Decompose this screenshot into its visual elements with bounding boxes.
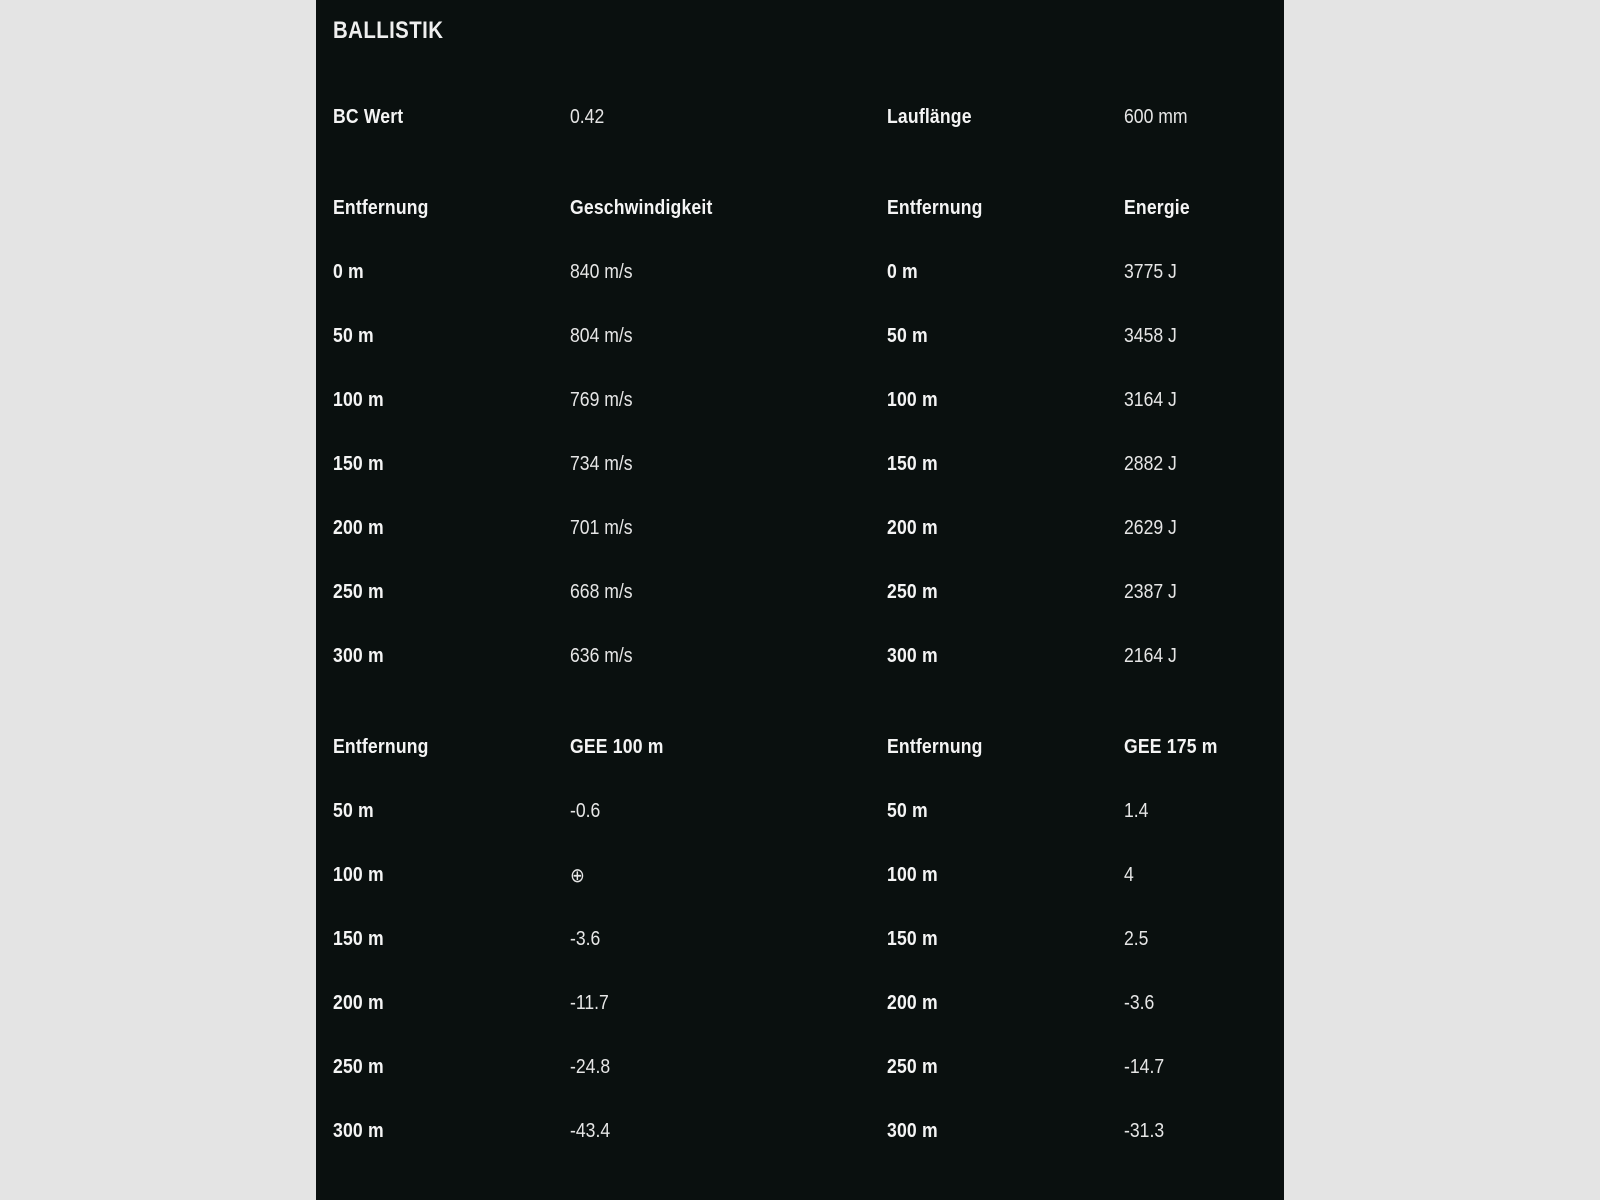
value-cell: -31.3 [1124,1119,1165,1142]
distance-cell: 100 m [887,388,938,411]
distance-cell: 300 m [333,644,384,667]
value-cell: -3.6 [1124,991,1155,1014]
table-header-row [316,715,1284,779]
value-cell: 734 m/s [570,452,633,475]
distance-cell: 50 m [333,799,374,822]
column-header: Entfernung [333,735,429,758]
bc-wert-label: BC Wert [333,105,404,128]
value-cell: 769 m/s [570,388,633,411]
value-cell: -43.4 [570,1119,611,1142]
panel-title: BALLISTIK [333,17,444,44]
data-table [316,715,1284,1163]
table-row [316,843,1284,907]
table-header-row [316,176,1284,240]
distance-cell: 100 m [333,863,384,886]
distance-cell: 150 m [333,452,384,475]
ballistics-panel [316,0,1284,1200]
table-row [316,779,1284,843]
table-row [316,971,1284,1035]
distance-cell: 150 m [887,452,938,475]
bc-wert-value: 0.42 [570,105,605,128]
value-cell: -11.7 [570,991,609,1014]
value-cell: -0.6 [570,799,601,822]
info-row [316,85,1284,149]
distance-cell: 300 m [887,1119,938,1142]
distance-cell: 250 m [887,580,938,603]
column-header: Entfernung [887,735,983,758]
table-row [316,432,1284,496]
distance-cell: 150 m [887,927,938,950]
distance-cell: 300 m [887,644,938,667]
column-header: GEE 175 m [1124,735,1218,758]
column-header: Energie [1124,196,1190,219]
distance-cell: 100 m [333,388,384,411]
lauflaenge-label: Lauflänge [887,105,972,128]
value-cell: -14.7 [1124,1055,1165,1078]
table-row [316,368,1284,432]
column-header: Entfernung [333,196,429,219]
table-row [316,496,1284,560]
table-row [316,1035,1284,1099]
value-cell: 3458 J [1124,324,1177,347]
distance-cell: 0 m [333,260,364,283]
column-header: Entfernung [887,196,983,219]
value-cell: 3164 J [1124,388,1177,411]
distance-cell: 250 m [333,1055,384,1078]
table-row [316,304,1284,368]
value-cell: 636 m/s [570,644,633,667]
distance-cell: 250 m [887,1055,938,1078]
distance-cell: 200 m [333,991,384,1014]
table-row [316,560,1284,624]
tables-container [316,176,1284,1163]
distance-cell: 50 m [333,324,374,347]
value-cell: 2629 J [1124,516,1177,539]
data-table [316,176,1284,688]
value-cell: -3.6 [570,927,601,950]
lauflaenge-value: 600 mm [1124,105,1188,128]
value-cell: 1.4 [1124,799,1149,822]
distance-cell: 250 m [333,580,384,603]
table-row [316,240,1284,304]
value-cell: 701 m/s [570,516,633,539]
column-header: Geschwindigkeit [570,196,713,219]
value-cell: 2.5 [1124,927,1149,950]
value-cell: ⊕ [570,864,585,887]
distance-cell: 200 m [887,991,938,1014]
value-cell: 2882 J [1124,452,1177,475]
distance-cell: 100 m [887,863,938,886]
table-row [316,1099,1284,1163]
value-cell: -24.8 [570,1055,611,1078]
value-cell: 2164 J [1124,644,1177,667]
value-cell: 804 m/s [570,324,633,347]
distance-cell: 0 m [887,260,918,283]
value-cell: 2387 J [1124,580,1177,603]
table-row [316,907,1284,971]
table-row [316,624,1284,688]
value-cell: 3775 J [1124,260,1177,283]
distance-cell: 200 m [887,516,938,539]
distance-cell: 50 m [887,324,928,347]
column-header: GEE 100 m [570,735,664,758]
distance-cell: 150 m [333,927,384,950]
distance-cell: 50 m [887,799,928,822]
distance-cell: 200 m [333,516,384,539]
value-cell: 840 m/s [570,260,633,283]
value-cell: 668 m/s [570,580,633,603]
value-cell: 4 [1124,863,1134,886]
distance-cell: 300 m [333,1119,384,1142]
